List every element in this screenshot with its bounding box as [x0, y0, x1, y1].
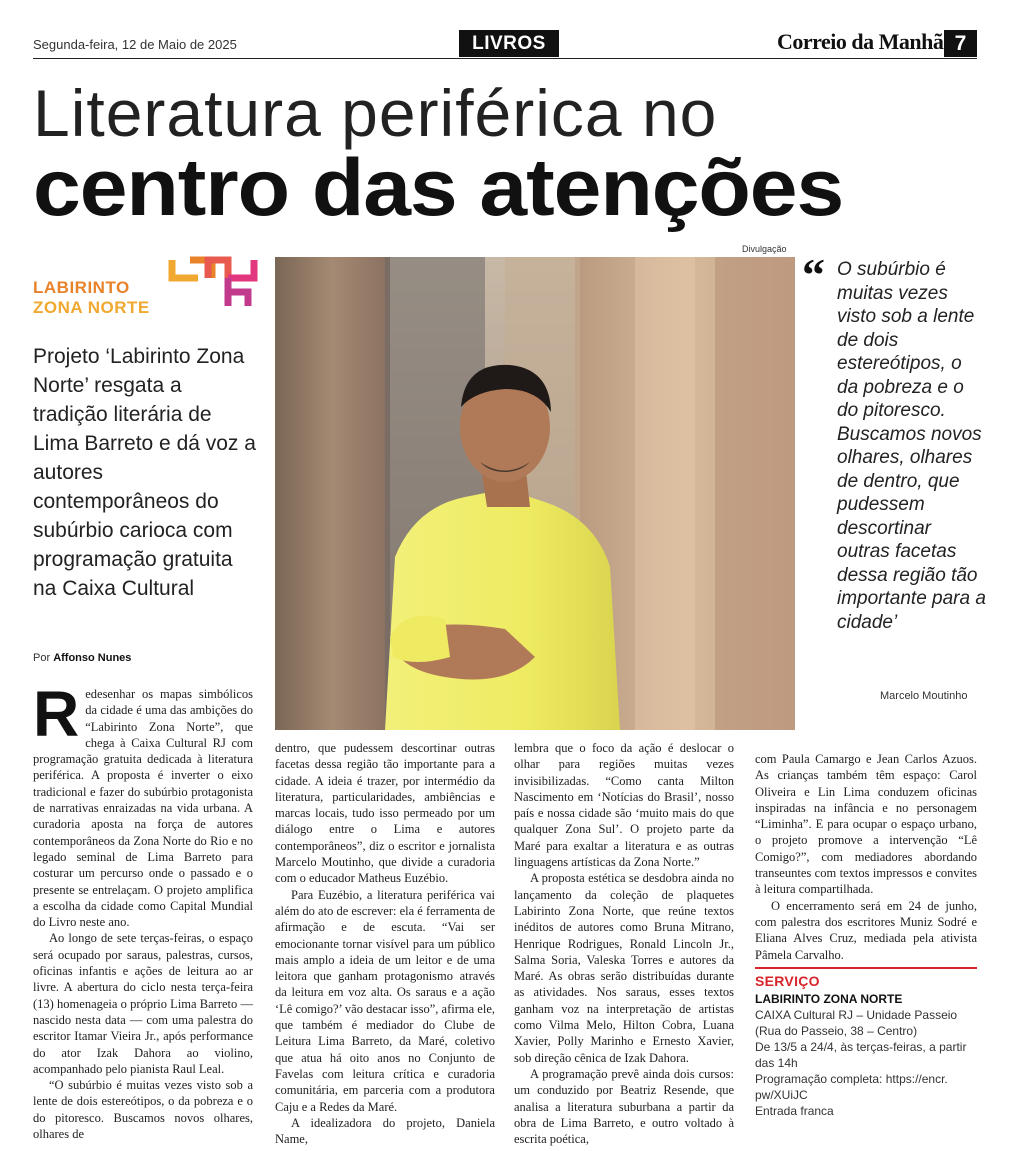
pull-quote: O subúrbio é muitas vezes visto sob a lente de dois estereótipos, o da pobreza e o do pitoresco. Buscamos novos olhares, olhares de dentro, que pudessem descortinar outras facetas dessa região tão importante para a cidade’ [837, 259, 986, 633]
byline-prefix: Por [33, 652, 51, 664]
service-title: SERVIÇO [755, 973, 820, 989]
article-photo [275, 257, 795, 730]
paragraph: “O subúrbio é muitas vezes visto sob a lente de dois estereótipos, o da pobreza e o do pitoresco. Buscamos novos olhares, olhares de [33, 1078, 253, 1142]
article-column-2 [275, 740, 495, 1147]
article-column-4 [755, 751, 977, 963]
paragraph: dentro, que pudessem descortinar outras facetas dessa região tão importante para a cidade. A ideia é trazer, por intermédio da literatura, particularidades, ambiências e marcas locais, tudo isso permeado por um diálogo entre o Lima e autores contemporâneos”, diz o escritor e jornalista Marcelo Moutinho, que divide a curadoria com o educador Matheus Euzébio. [275, 741, 495, 886]
project-logo-line-1: LABIRINTO [33, 278, 130, 297]
paragraph: Ao longo de sete terças-feiras, o espaço será ocupado por saraus, palestras, cursos, oficinas infantis e ações de leitura ao ar livre. A abertura do ciclo nesta terça-feira (13) homenageia o próprio Lima Barreto — nascido nesta data — com uma palestra do escritor Itamar Vieira Jr., após performance do ator Izak Dahora ao violino, acompanhado pelo pianista Raul Leal. [33, 931, 253, 1076]
service-program-link[interactable]: Programação completa: https://encr. [755, 1072, 948, 1086]
byline-author: Affonso Nunes [53, 652, 132, 664]
paragraph: A programação prevê ainda dois cursos: um conduzido por Beatriz Resende, que analisa a literatura suburbana a partir da obra de Lima Barreto, e outro voltado à escrita poética, [514, 1066, 734, 1147]
paragraph: A proposta estética se desdobra ainda no lançamento da coleção de plaquetes Labirinto Zona Norte, que reúne textos inéditos de autores como Bruna Mitrano, Henrique Rodrigues, Ronald Lincoln Jr., Salma Soria, Valeska Torres e autores da Maré. As obras serão distribuídas durante as atividades. Nos saraus, esses textos ganham voz na interpretação de artistas como Vilma Melo, Hilton Cobra, Luana Xavier, Polly Marinho e Ernesto Xavier, sob direção cênica de Izak Dahora. [514, 871, 734, 1065]
service-address: (Rua do Passeio, 38 – Centro) [755, 1024, 918, 1038]
edition-date: Segunda-feira, 12 de Maio de 2025 [33, 37, 237, 52]
labyrinth-logo-icon [168, 256, 258, 310]
paragraph: O encerramento será em 24 de junho, com palestra dos escritores Muniz Sodré e Eliana Alves Cruz, mediada pela ativista Pâmela Carvalho. [755, 898, 977, 962]
byline [33, 652, 131, 664]
headline-line-1: Literatura periférica no [33, 76, 718, 150]
newspaper-logo: Correio da Manhã [777, 29, 944, 54]
service-dates: De 13/5 a 24/4, às terças-feiras, a partir [755, 1040, 967, 1054]
headline-line-2: centro das atenções [33, 143, 844, 233]
section-label: LIVROS [459, 30, 559, 57]
photo-credit: Divulgação [742, 244, 787, 254]
service-program-link-cont[interactable]: pw/XUiJC [755, 1088, 808, 1102]
paragraph: Para Euzébio, a literatura periférica vai além do ato de escrever: ela é ferramenta de afirmação e de escuta. “Vai ser emocionante tornar visível para um público mais amplo a ideia de um leitor e de uma leitora que ganham protagonismo através da leitura em voz alta. Os saraus e a ação ‘Lê comigo?’ vão destacar isso”, afirma ele, que também é mediador do Clube de Leitura Lima Barreto, da Maré, coletivo que atua há oito anos no Conjunto de Favelas com leitura crítica e curadoria comunitária, em parceria com a produtora Caju e a Redes da Maré. [275, 887, 496, 1114]
paragraph: com Paula Camargo e Jean Carlos Azuos. As crianças também têm espaço: Carol Oliveira e Lin Lima conduzem oficinas inspiradas na infância e no personagem “Liminha”. E para ocupar o espaço urbano, o projeto promove a intervenção “Lê Comigo?”, com mediadores abordando transeuntes com textos impressos e convites à leitura compartilhada. [755, 752, 977, 897]
paragraph: A idealizadora do projeto, Daniela Name, [275, 1115, 495, 1147]
pull-quote-author: Marcelo Moutinho [880, 690, 968, 702]
paragraph: Redesenhar os mapas simbólicos da cidade é uma das ambições do “Labirinto Zona Norte”, que chega à Caixa Cultural RJ com programação gratuita dedicada à literatura periférica. A proposta é inverter o eixo tradicional e fazer do subúrbio protagonista de narrativas enraizadas na vida urbana. A curadoria aposta na força de autores contemporâneos da Zona Norte do Rio e no legado seminal de Lima Barreto para costurar um percurso onde o passado e o presente se entrelaçam. O projeto amplifica a escolha da cidade como Capital Mundial do Livro neste ano. [33, 678, 253, 930]
page-number: 7 [944, 30, 977, 57]
service-divider [755, 967, 977, 969]
service-time: das 14h [755, 1056, 798, 1070]
paragraph: lembra que o foco da ação é deslocar o olhar para regiões muitas vezes invisibilizadas. “Como canta Milton Nascimento em ‘Notícias do Brasil’, nosso país e nossa cidade são ‘muito mais do que qualquer Zona Sul’. O projeto parte da Maré para exaltar a literatura e as outras linguagens artísticas da Zona Norte.” [514, 741, 734, 870]
project-logo-line-2: ZONA NORTE [33, 298, 150, 317]
service-subtitle: LABIRINTO ZONA NORTE [755, 992, 903, 1006]
service-info [755, 1007, 977, 1119]
header-divider [33, 58, 977, 59]
quote-mark-icon: “ [802, 249, 825, 300]
project-logo-text [33, 278, 150, 318]
article-column-1 [33, 678, 253, 1142]
drop-cap: R [33, 678, 80, 750]
service-venue: CAIXA Cultural RJ – Unidade Passeio [755, 1008, 958, 1022]
service-admission: Entrada franca [755, 1104, 834, 1118]
article-deck: Projeto ‘Labirinto Zona Norte’ resgata a tradição literária de Lima Barreto e dá voz a autores contemporâneos do subúrbio carioca com programação gratuita na Caixa Cultural [33, 345, 256, 600]
article-column-3 [514, 740, 734, 1147]
